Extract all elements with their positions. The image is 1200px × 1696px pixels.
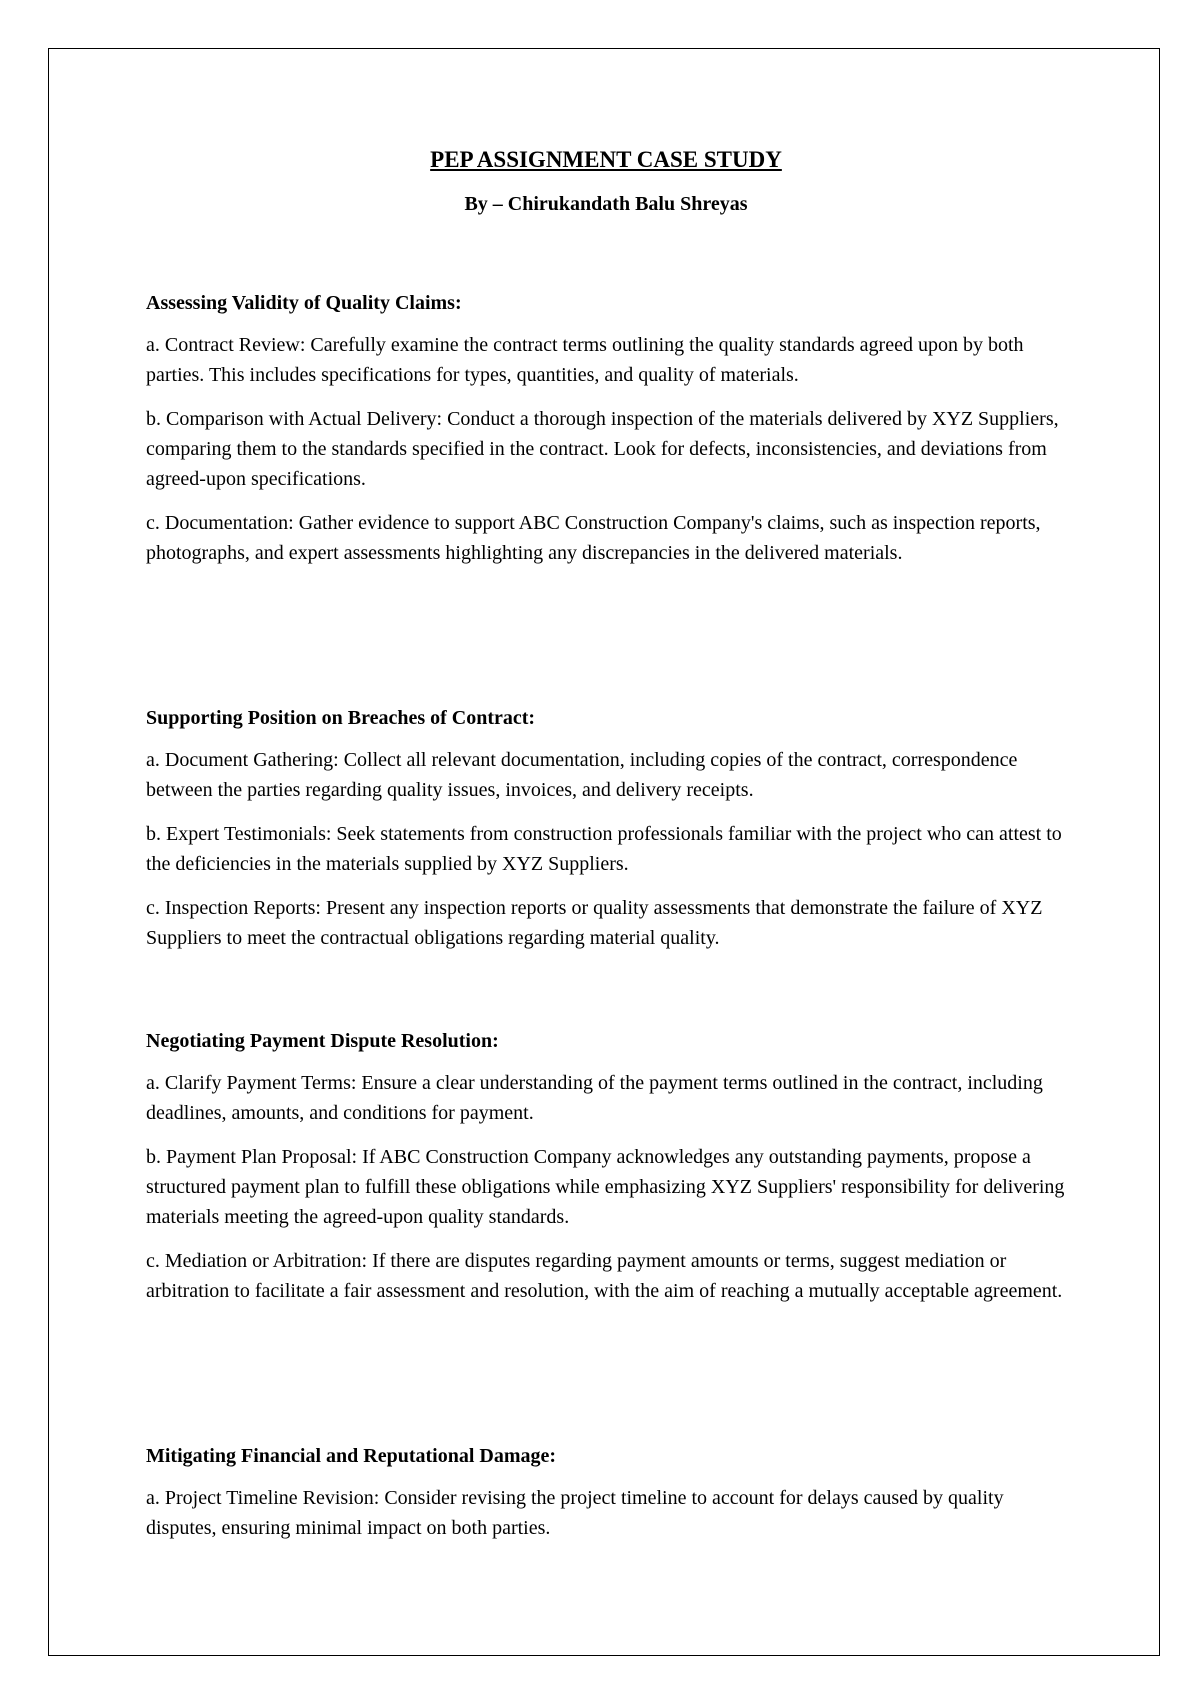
section-heading: Mitigating Financial and Reputational Damage:	[146, 1445, 557, 1467]
section-mitigating-damage	[146, 1443, 1066, 1557]
section-heading: Negotiating Payment Dispute Resolution:	[146, 1030, 499, 1052]
section-breaches-of-contract	[146, 705, 1066, 967]
section-quality-claims	[146, 290, 1066, 582]
paragraph: a. Clarify Payment Terms: Ensure a clear understanding of the payment terms outlined in the contract, including deadlines, amounts, and conditions for payment.	[146, 1072, 1043, 1124]
section-payment-dispute	[146, 1028, 1066, 1320]
document-title: PEP ASSIGNMENT CASE STUDY	[430, 147, 782, 172]
paragraph: a. Document Gathering: Collect all relevant documentation, including copies of the contract, correspondence between the parties regarding quality issues, invoices, and delivery receipts.	[146, 749, 1018, 801]
paragraph: c. Inspection Reports: Present any inspection reports or quality assessments that demonstrate the failure of XYZ Suppliers to meet the contractual obligations regarding material quality.	[146, 897, 1043, 949]
paragraph: a. Contract Review: Carefully examine the contract terms outlining the quality standards agreed upon by both parties. This includes specifications for types, quantities, and quality of materials.	[146, 334, 1024, 386]
paragraph: a. Project Timeline Revision: Consider revising the project timeline to account for delays caused by quality disputes, ensuring minimal impact on both parties.	[146, 1487, 1004, 1539]
paragraph: b. Comparison with Actual Delivery: Conduct a thorough inspection of the materials delivered by XYZ Suppliers, comparing them to the standards specified in the contract. Look for defects, inconsistencies, and deviations from agreed-upon specifications.	[146, 408, 1059, 490]
document-author: By – Chirukandath Balu Shreyas	[464, 193, 748, 215]
paragraph: b. Expert Testimonials: Seek statements from construction professionals familiar with the project who can attest to the deficiencies in the materials supplied by XYZ Suppliers.	[146, 823, 1062, 875]
document-body	[146, 145, 1066, 217]
paragraph: c. Mediation or Arbitration: If there are disputes regarding payment amounts or terms, suggest mediation or arbitration to facilitate a fair assessment and resolution, with the aim of reaching a mutually acceptable agreement.	[146, 1250, 1063, 1302]
section-heading: Supporting Position on Breaches of Contract:	[146, 707, 536, 729]
paragraph: c. Documentation: Gather evidence to support ABC Construction Company's claims, such as inspection reports, photographs, and expert assessments highlighting any discrepancies in the delivered materials.	[146, 512, 1041, 564]
section-heading: Assessing Validity of Quality Claims:	[146, 292, 462, 314]
paragraph: b. Payment Plan Proposal: If ABC Construction Company acknowledges any outstanding payments, propose a structured payment plan to fulfill these obligations while emphasizing XYZ Suppliers' responsibility for delivering materials meeting the agreed-upon quality standards.	[146, 1146, 1065, 1228]
